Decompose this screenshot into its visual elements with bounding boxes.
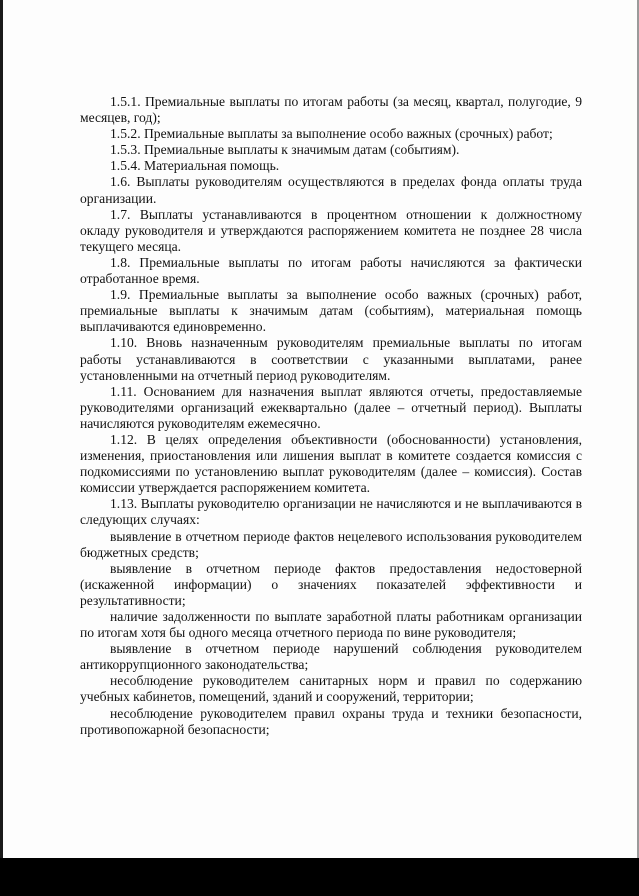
paragraph-1-5-2: 1.5.2. Премиальные выплаты за выполнение особо важных (срочных) работ;	[110, 126, 553, 142]
list-item-misuse-funds: выявление в отчетном периоде фактов нецелевого использования руководителем бюджетных средств;	[80, 528, 582, 560]
paragraph-1-11: 1.11. Основанием для назначения выплат являются отчеты, предоставляемые руководителями организаций ежеквартально (далее – отчетный период). Выплаты начисляются руководителям ежемесячно.	[80, 383, 582, 431]
list-item-false-info: выявление в отчетном периоде фактов предоставления недостоверной (искаженной информации) о значениях показателей эффективности и результативности;	[80, 560, 582, 608]
scan-bottom-border	[0, 858, 639, 896]
paragraph-1-12: 1.12. В целях определения объективности (обоснованности) установления, изменения, приостановления или лишения выплат в комитете создается комиссия с подкомиссиями по установлению выплат руководителям (далее – комиссия). Состав комиссии утверждается распоряжением комитета.	[80, 431, 582, 496]
list-item-wage-arrears: наличие задолженности по выплате заработной платы работникам организации по итогам хотя бы одного месяца отчетного периода по вине руководителя;	[80, 609, 582, 641]
paragraph-1-9: 1.9. Премиальные выплаты за выполнение особо важных (срочных) работ, премиальные выплаты к значимым датам (событиям), материальная помощь выплачиваются единовременно.	[80, 287, 582, 335]
paragraph-1-7: 1.7. Выплаты устанавливаются в процентном отношении к должностному окладу руководителя и утверждаются распоряжением комитета не позднее 28 числа текущего месяца.	[80, 206, 582, 254]
paragraph-1-6: 1.6. Выплаты руководителям осуществляются в пределах фонда оплаты труда организации.	[80, 174, 582, 206]
paragraph-1-10: 1.10. Вновь назначенным руководителям премиальные выплаты по итогам работы устанавливаются в соответствии с указанными выплатами, ранее установленными на отчетный период руководителям.	[80, 335, 582, 383]
paragraph-1-5-3: 1.5.3. Премиальные выплаты к значимым датам (событиям).	[110, 142, 460, 158]
paragraph-1-5-1: 1.5.1. Премиальные выплаты по итогам работы (за месяц, квартал, полугодие, 9 месяцев, год);	[80, 94, 582, 126]
list-item-anticorruption: выявление в отчетном периоде нарушений соблюдения руководителем антикоррупционного законодательства;	[80, 641, 582, 673]
list-item-sanitary-norms: несоблюдение руководителем санитарных норм и правил по содержанию учебных кабинетов, помещений, зданий и сооружений, территории;	[80, 673, 582, 705]
paragraph-1-13: 1.13. Выплаты руководителю организации не начисляются и не выплачиваются в следующих случаях:	[80, 496, 582, 528]
paragraph-1-8: 1.8. Премиальные выплаты по итогам работы начисляются за фактически отработанное время.	[80, 254, 582, 287]
paragraph-1-5-4: 1.5.4. Материальная помощь.	[110, 158, 280, 174]
scan-left-edge	[0, 0, 3, 860]
document-body	[80, 94, 582, 738]
list-item-safety-rules: несоблюдение руководителем правил охраны труда и техники безопасности, противопожарной безопасности;	[80, 705, 582, 737]
